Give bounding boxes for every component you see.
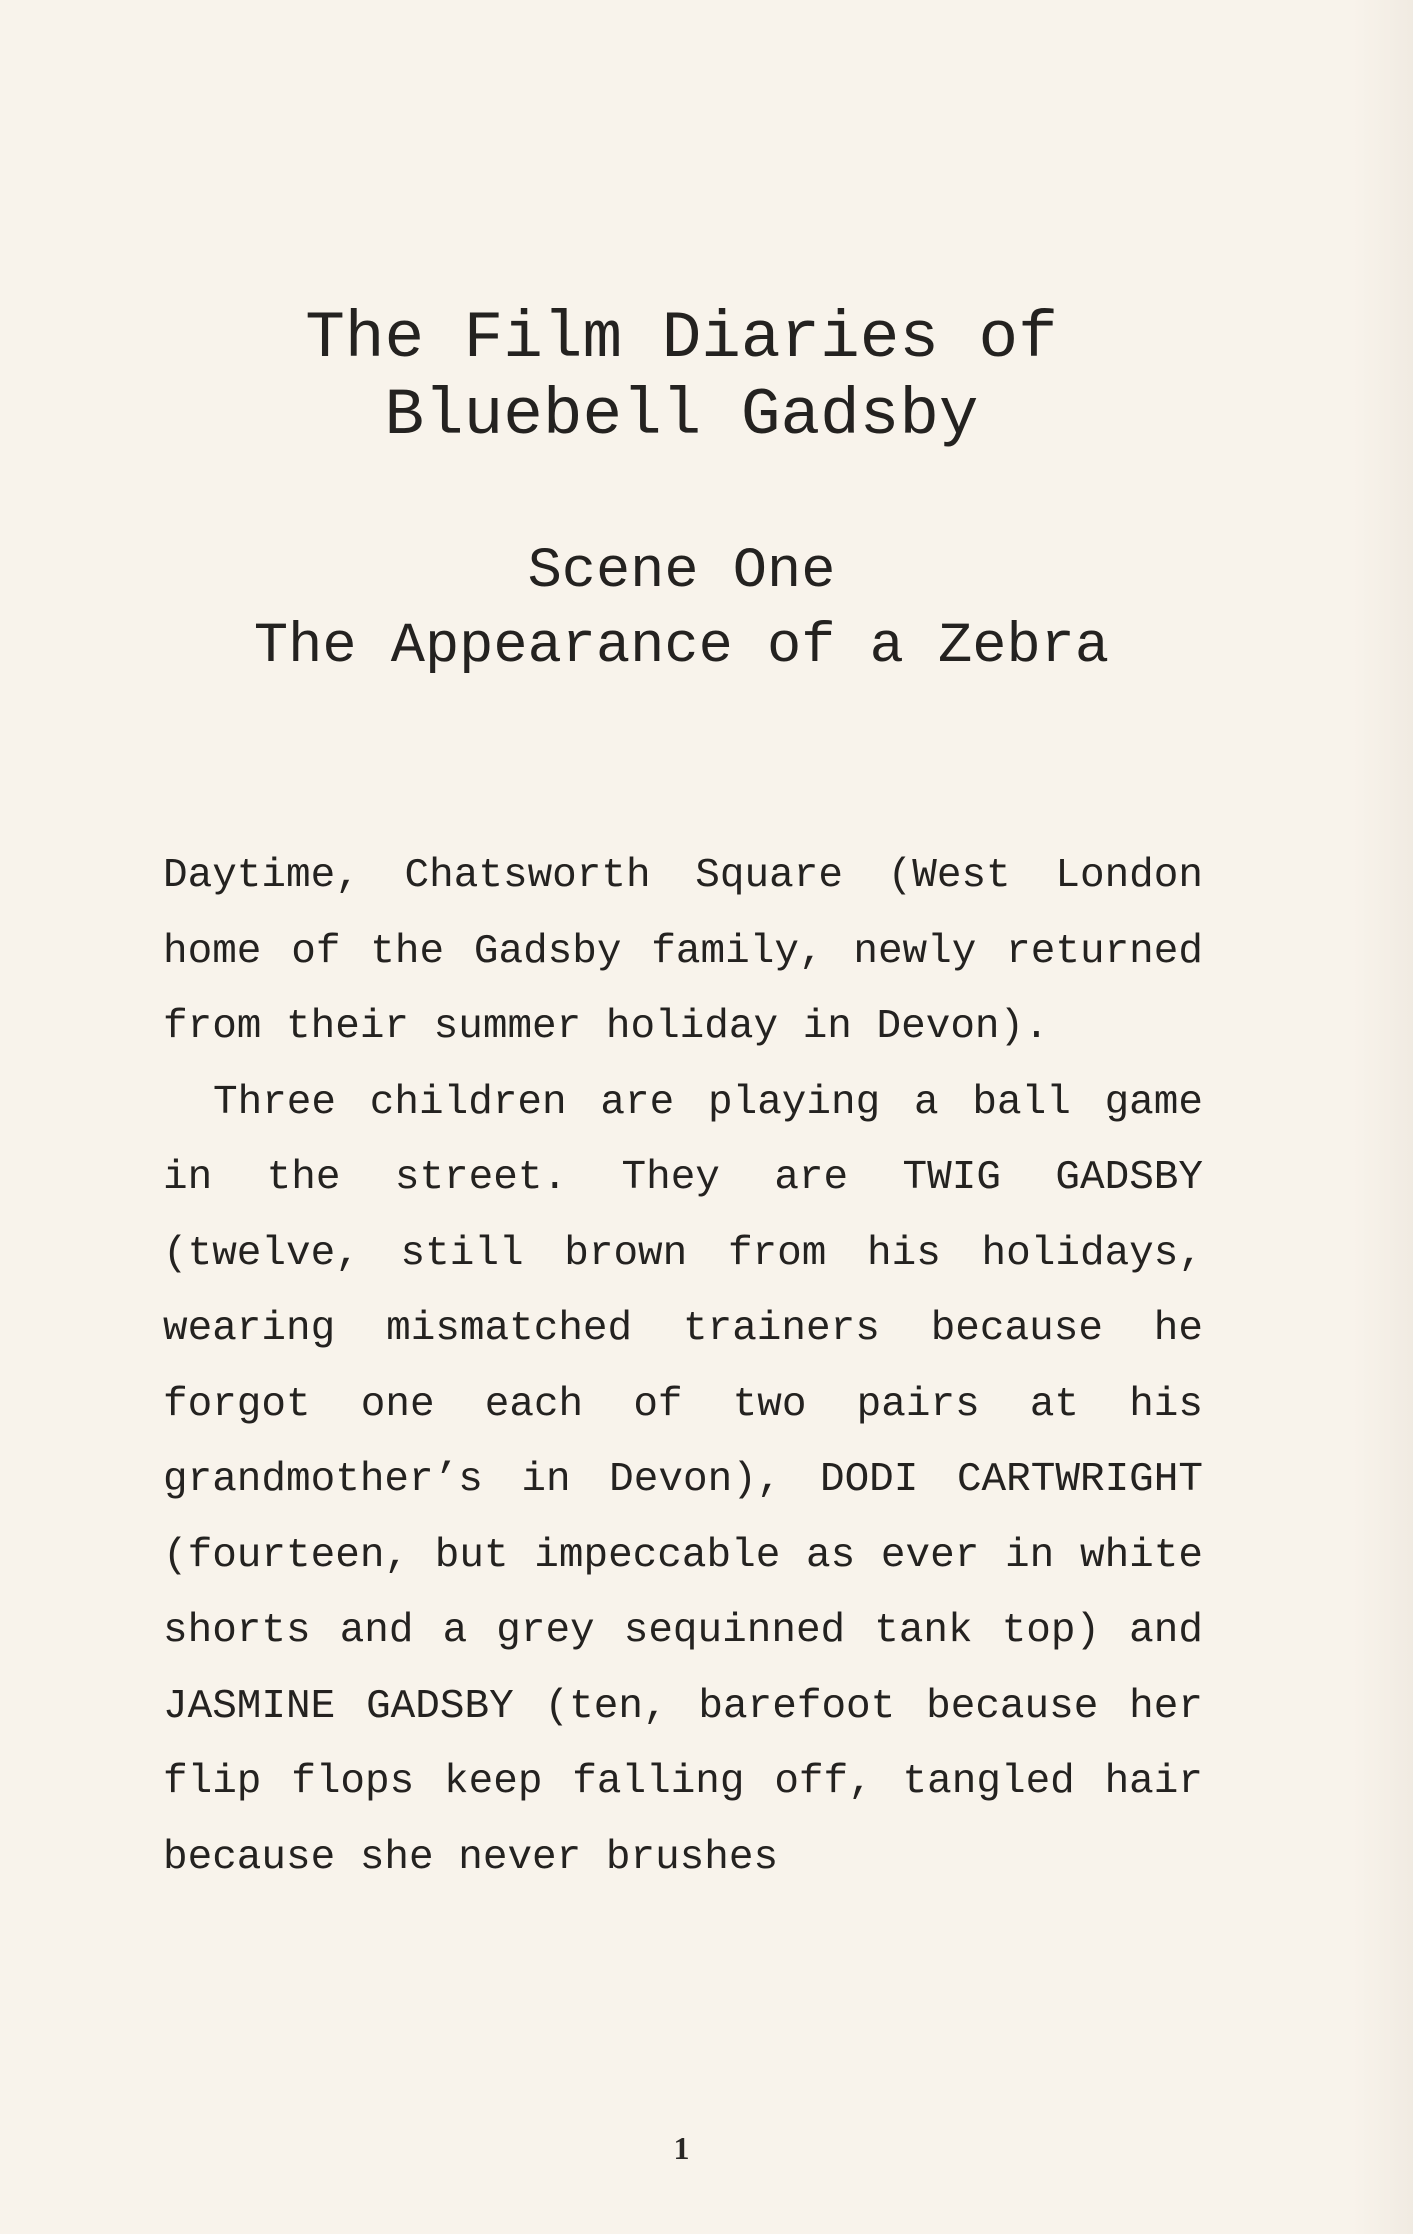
paragraph-characters: Three children are playing a ball game in the street. They are TWIG GADSBY (twelve, still brown from his holidays, wearing mismatched trainers because he forgot one each of two pairs at his grandmother’s in Devon), DODI CARTWRIGHT (fourteen, but impeccable as ever in white shorts and a grey sequinned tank top) and JASMINE GADSBY (ten, barefoot because her flip flops keep falling off, tangled hair because she never brushes — [163, 1079, 1203, 1881]
book-title — [0, 300, 1363, 454]
scene-title: The Appearance of a Zebra — [253, 615, 1110, 679]
paragraph-setting: Daytime, Chatsworth Square (West London home of the Gadsby family, newly returned from their summer holiday in Devon). — [163, 853, 1203, 1050]
page-number: 1 — [673, 2130, 690, 2166]
book-title-line-1: The Film Diaries of — [305, 301, 1058, 376]
book-title-line-2: Bluebell Gadsby — [384, 378, 979, 453]
body-text — [163, 839, 1203, 1896]
scene-heading — [0, 535, 1363, 685]
scene-number: Scene One — [527, 540, 836, 604]
